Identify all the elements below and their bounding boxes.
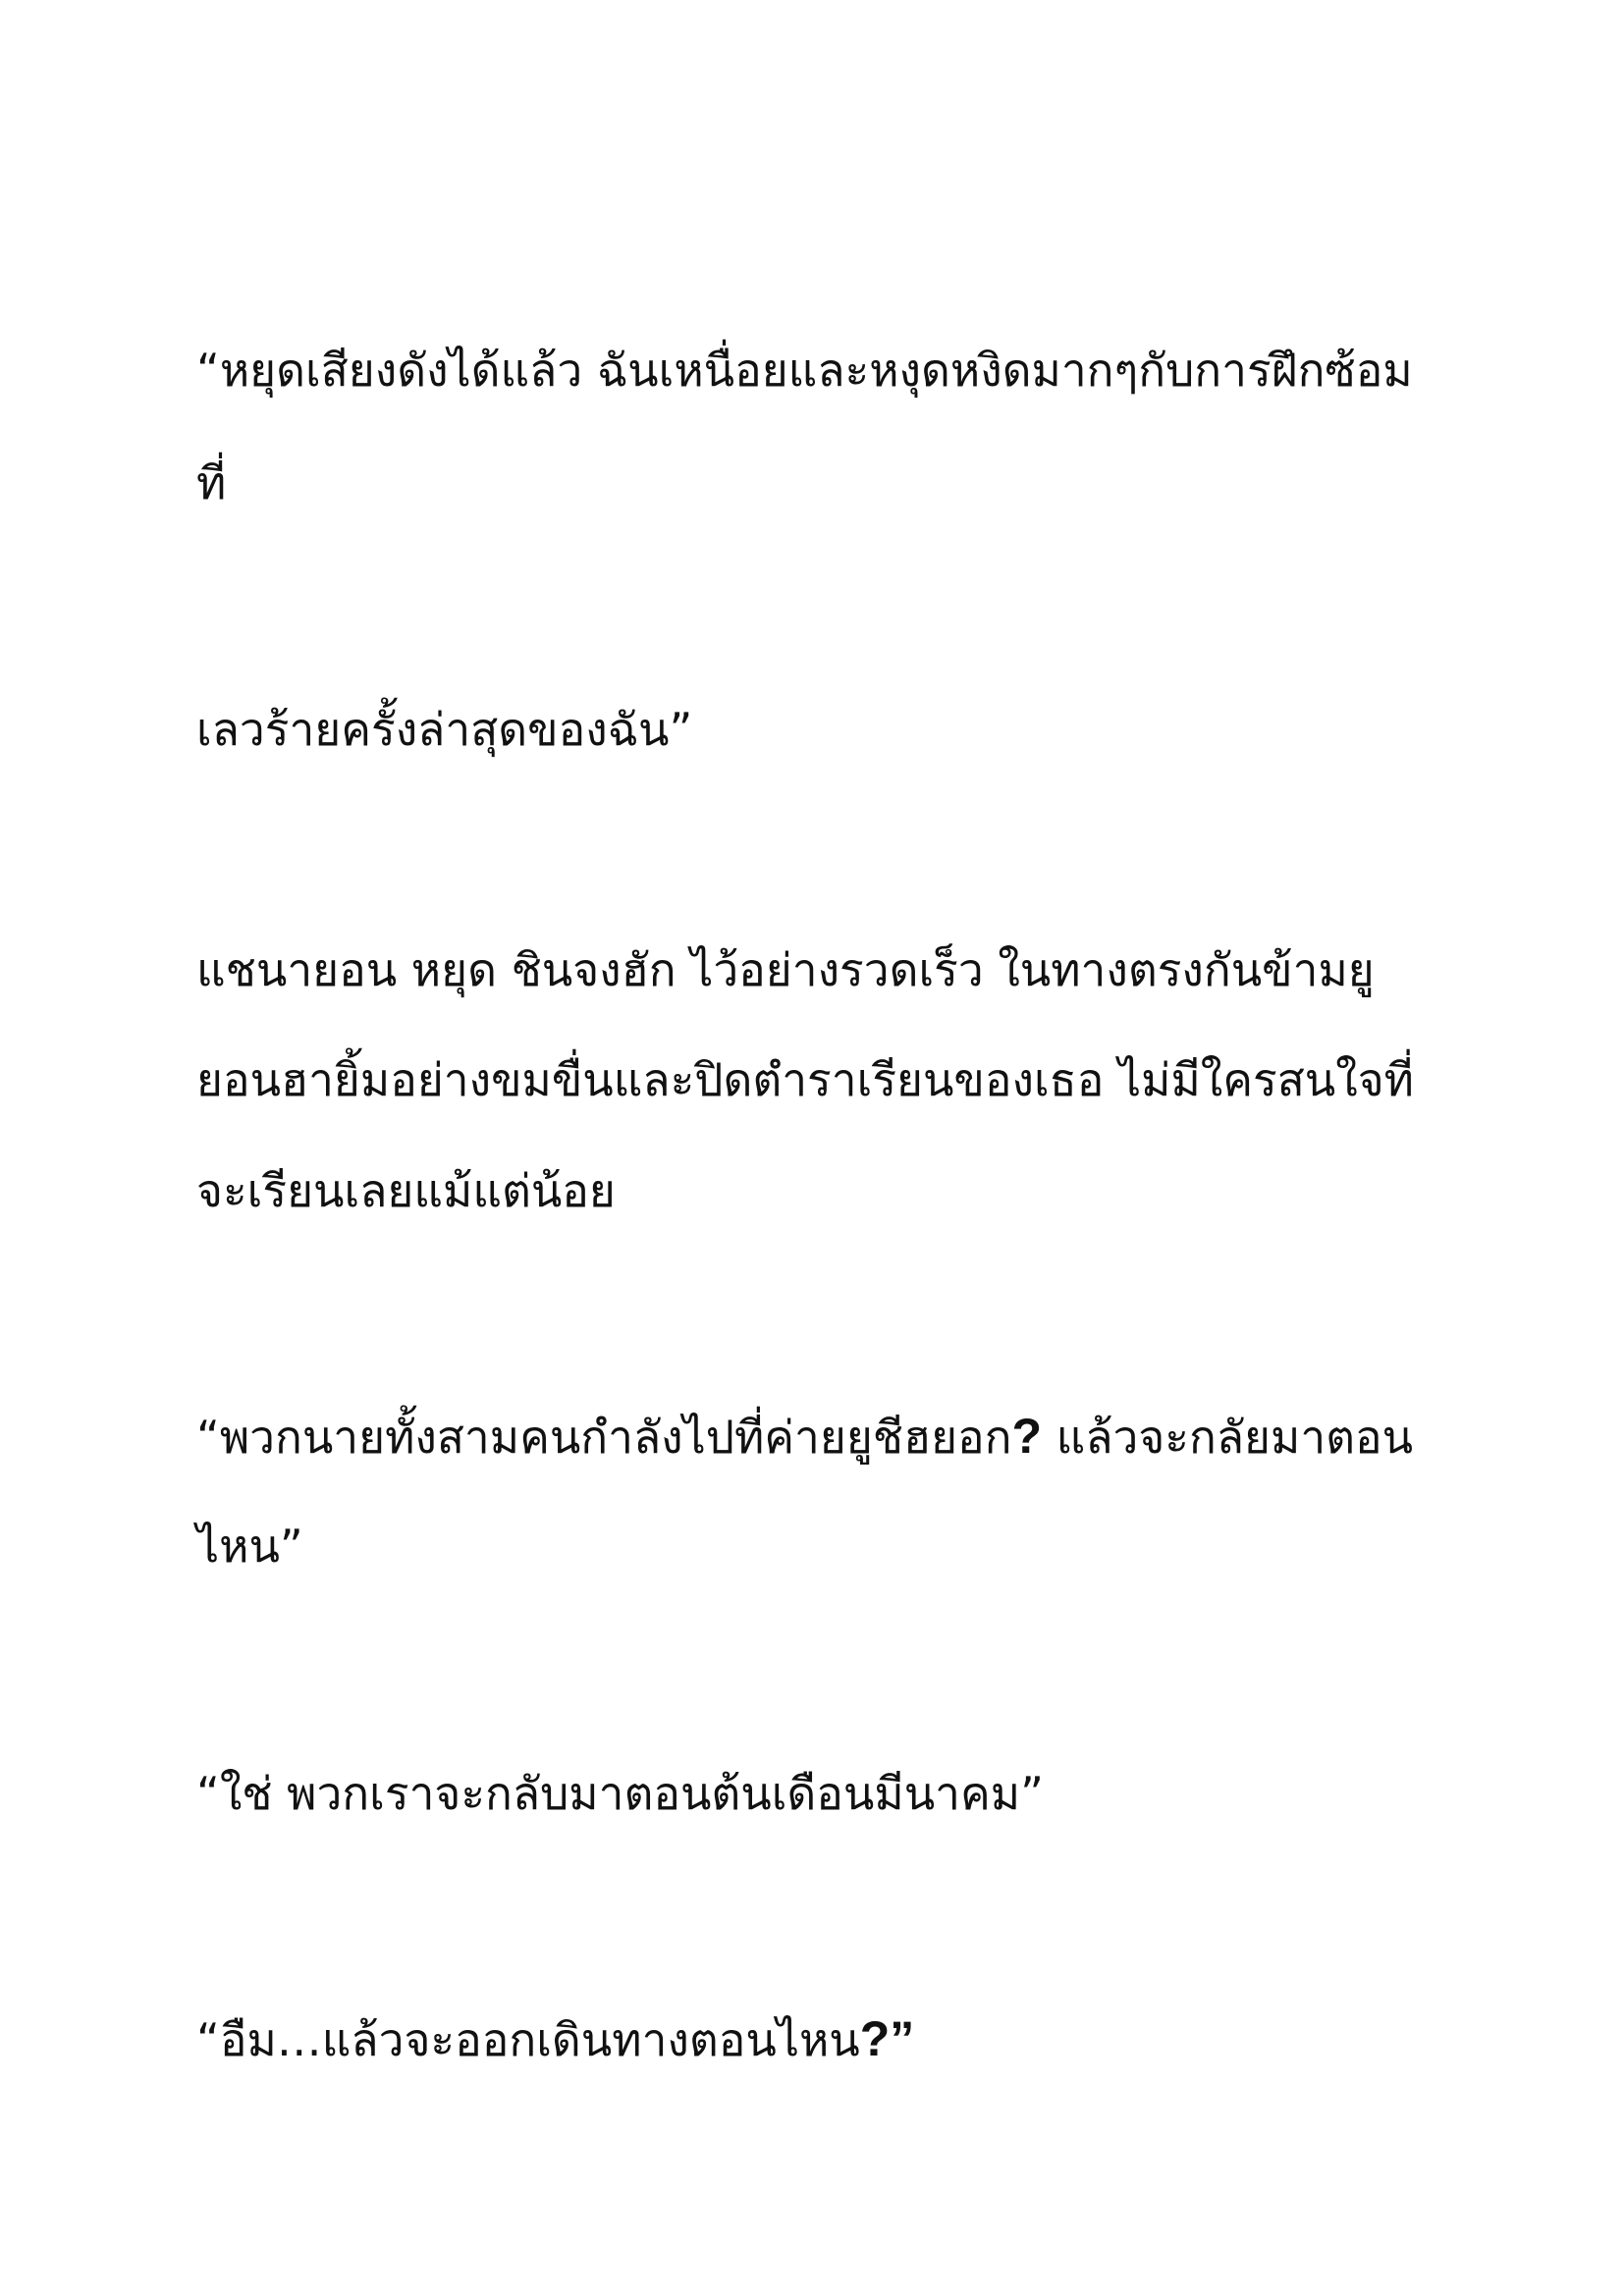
paragraph-4-line-1-text-a: “พวกนายทั้งสามคนกำลังไปที่ค่ายยูชีฮยอก (196, 1411, 1012, 1464)
question-mark: ? (1011, 1409, 1043, 1464)
paragraph-5-line-1: “ใช่ พวกเราจะกลับมาตอนต้นเดือนมีนาคม” (196, 1767, 1044, 1820)
paragraph-4-line-1 (196, 1407, 1413, 1467)
question-mark-closing-quote: ?” (859, 2011, 915, 2066)
paragraph-4-line-1-text-b: แล้วจะกลัยมาตอน (1042, 1411, 1414, 1464)
paragraph-3-line-3: จะเรียนเลยแม้แต่น้อย (196, 1164, 616, 1217)
paragraph-6-line-1 (196, 2009, 914, 2069)
paragraph-3-line-2: ยอนฮายิ้มอย่างขมขื่นและปิดตำราเรียนของเธอ ไม่มีใครสนใจที่ (196, 1053, 1414, 1106)
paragraph-1-line-2: ที่ (196, 456, 227, 509)
paragraph-2-line-1: เลวร้ายครั้งล่าสุดของฉัน” (196, 703, 693, 756)
paragraph-3-line-1: แชนายอน หยุด ชินจงฮัก ไว้อย่างรวดเร็ว ในทางตรงกันข้ามยู (196, 943, 1375, 996)
paragraph-1-line-1: “หยุดเสียงดังได้แล้ว ฉันเหนื่อยและหงุดหงิดมากๆกับการฝึกซ้อม (196, 344, 1413, 397)
paragraph-6-line-1-text: “อืม…แล้วจะออกเดินทางตอนไหน (196, 2013, 860, 2066)
paragraph-4-line-2: ไหน” (196, 1520, 303, 1573)
